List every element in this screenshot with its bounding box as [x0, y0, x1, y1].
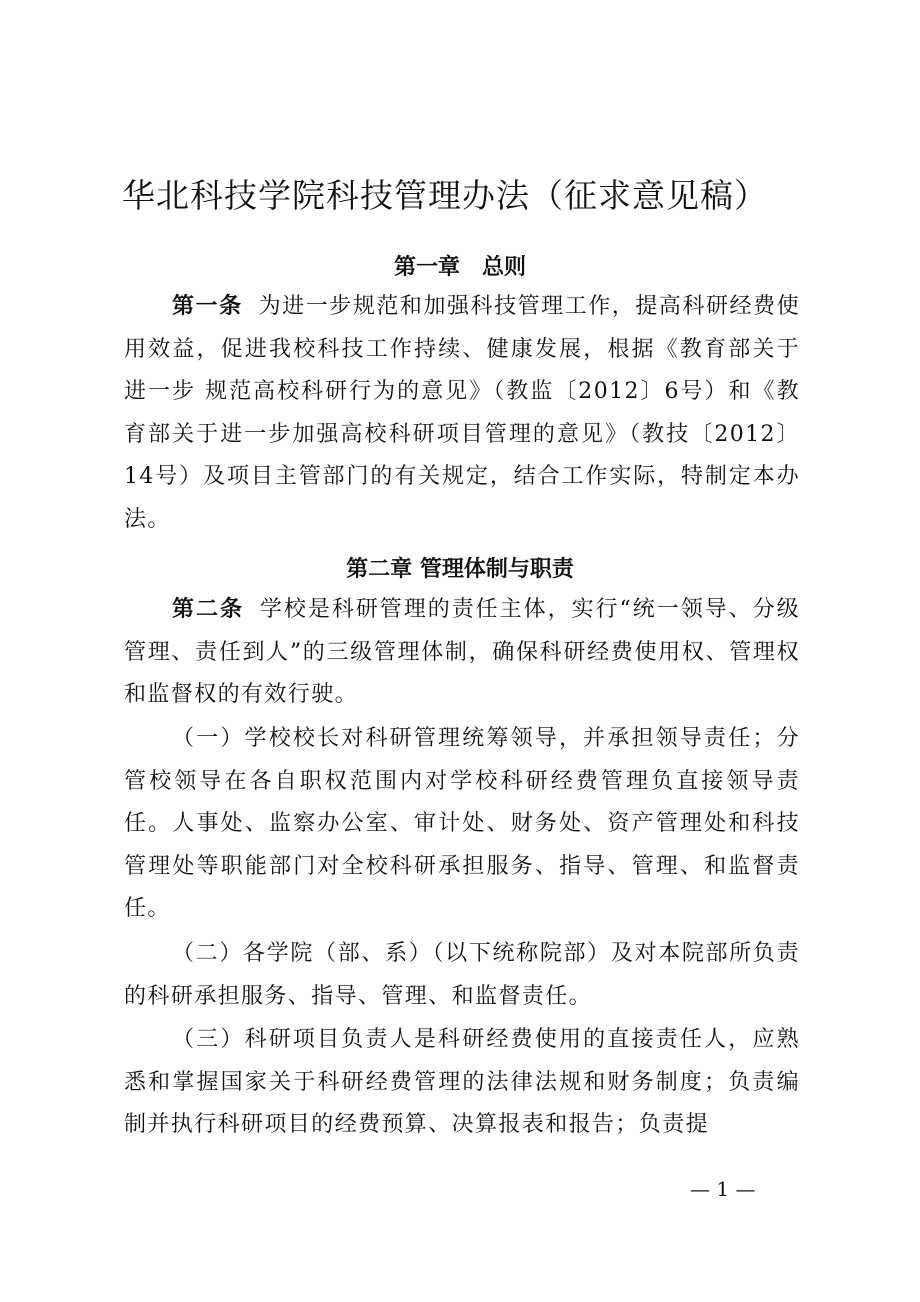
clause-1: （一）学校校长对科研管理统筹领导，并承担领导责任；分管校领导在各自职权范围内对学校科研经费管理负直接领导责任。人事处、监察办公室、审计处、财务处、资产管理处和科技管理处等职能部门对全校科研承担服务、指导、管理、和监督责任。 [124, 726, 800, 921]
article-1 [124, 286, 800, 541]
article-1-label: 第一条 [172, 294, 243, 319]
document-title: 华北科技学院科技管理办法（征求意见稿） [122, 176, 768, 215]
clause-3: （三）科研项目负责人是科研经费使用的直接责任人，应熟悉和掌握国家关于科研经费管理的法律法规和财务制度；负责编制并执行科研项目的经费预算、决算报表和报告；负责提 [124, 1027, 800, 1137]
article-2 [124, 589, 800, 717]
article-1-text: 为进一步规范和加强科技管理工作，提高科研经费使用效益，促进我校科技工作持续、健康发展，根据《教育部关于进一步 规范高校科研行为的意见》（教监〔2012〕6号）和《教育部关于进一步加强高校科研项目管理的意见》（教技〔2012〕14号）及项目主管部门的有关规定，结合工作实际，特制定本办法。 [124, 294, 801, 532]
chapter-2-heading: 第二章 管理体制与职责 [346, 557, 574, 582]
chapter-1-heading: 第一章 总则 [393, 255, 526, 280]
article-2-text: 学校是科研管理的责任主体，实行“统一领导、分级管理、责任到人”的三级管理体制，确保科研经费使用权、管理权和监督权的有效行驶。 [124, 597, 800, 707]
page-number: — 1 — [690, 1177, 756, 1201]
clause-2: （二）各学院（部、系）（以下统称院部）及对本院部所负责的科研承担服务、指导、管理、和监督责任。 [124, 941, 800, 1009]
article-2-label: 第二条 [172, 597, 244, 622]
